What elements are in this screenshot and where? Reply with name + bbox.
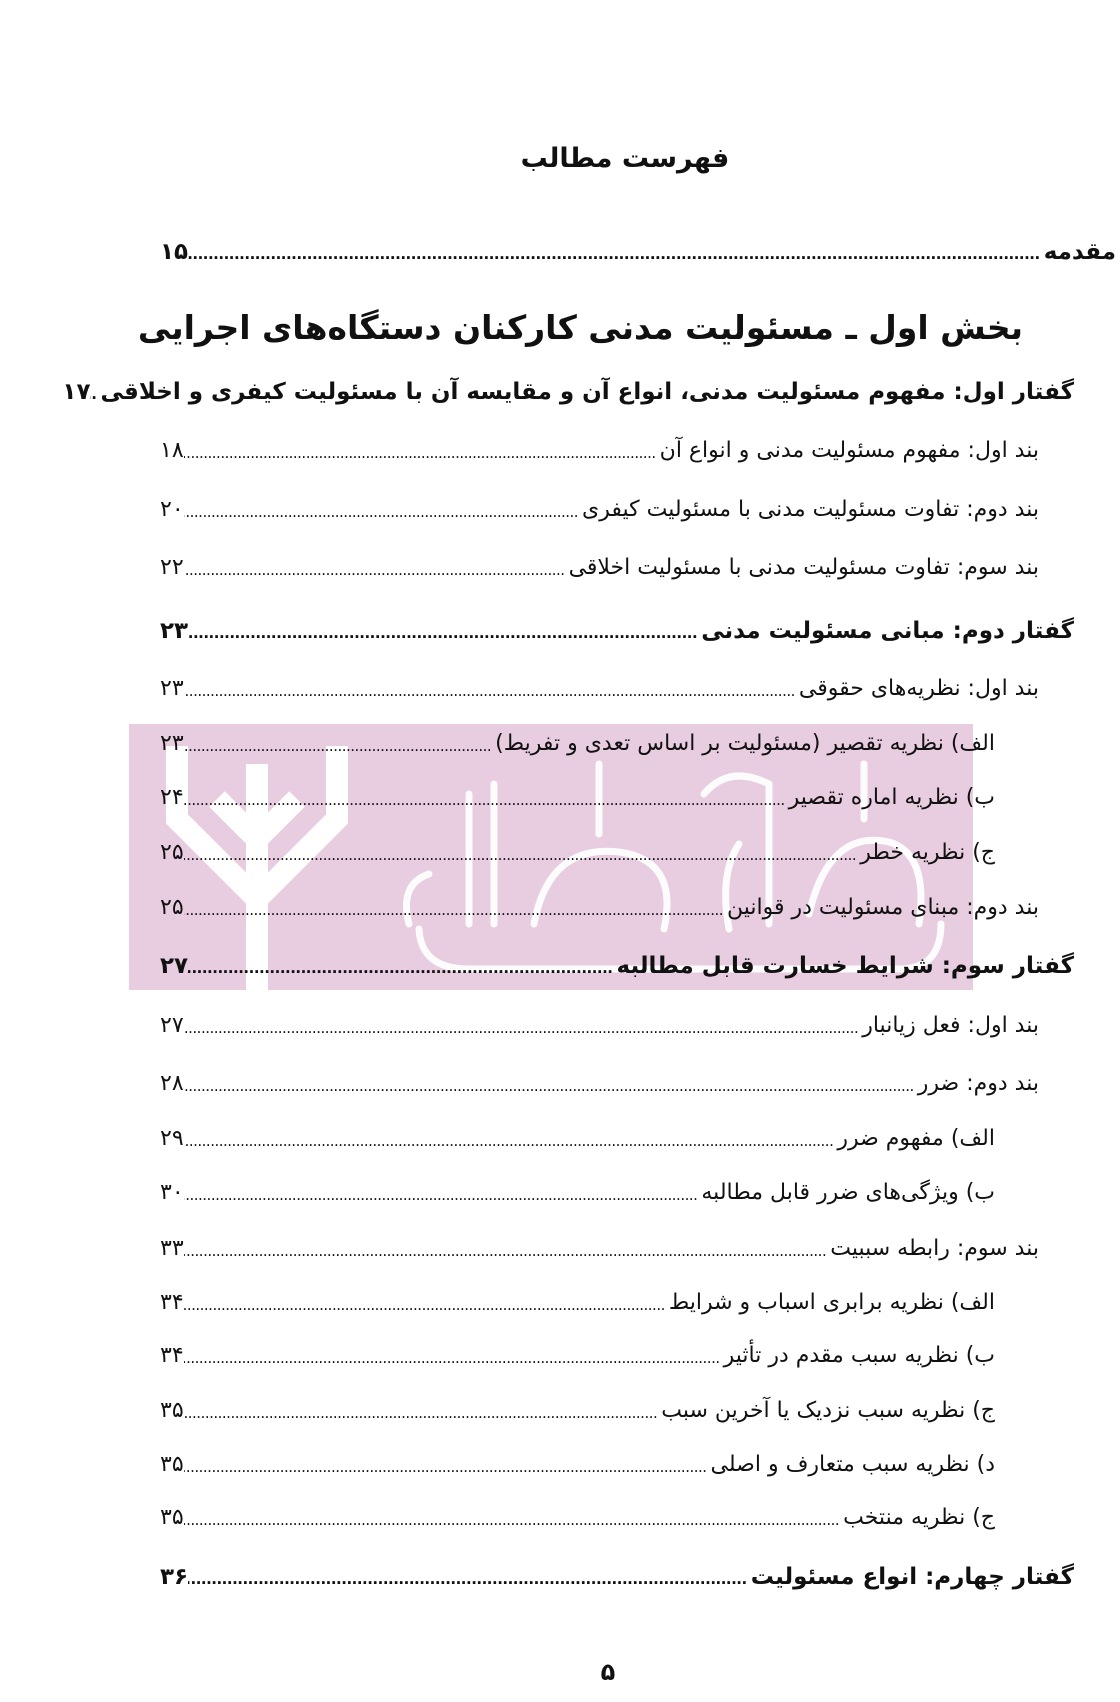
toc-subsection-3-3-d — [160, 1445, 995, 1485]
toc-entry-label: بند اول: مفهوم مسئولیت مدنی و انواع آن — [659, 438, 1039, 463]
toc-entry-label: د) نظریه سبب متعارف و اصلی — [710, 1452, 995, 1477]
toc-entry-page-number: ۲۰ — [160, 497, 184, 522]
dot-leader — [188, 613, 697, 653]
toc-entry-label: الف) نظریه برابری اسباب و شرایط — [668, 1290, 995, 1315]
toc-section-3-2 — [160, 1064, 1039, 1104]
toc-entry-page-number: ۳۴ — [160, 1290, 184, 1315]
part-heading: بخش اول ـ مسئولیت مدنی کارکنان دستگاه‌های اجرایی — [137, 308, 1023, 347]
toc-entry-page-number: ۲۵ — [160, 840, 184, 865]
toc-entry-label: گفتار چهارم: انواع مسئولیت — [750, 1564, 1074, 1590]
toc-chapter-1 — [62, 372, 1074, 412]
toc-subsection-3-3-c — [160, 1391, 995, 1431]
toc-entry-label: ب) ویژگی‌های ضرر قابل مطالبه — [701, 1180, 995, 1205]
dot-leader — [184, 1008, 859, 1048]
toc-entry-page-number: ۲۸ — [160, 1071, 184, 1096]
toc-chapter-4 — [160, 1557, 1074, 1597]
dot-leader — [184, 890, 723, 930]
page-title: فهرست مطالب — [520, 143, 730, 174]
toc-section-3-1 — [160, 1006, 1039, 1046]
toc-entry-intro — [160, 232, 1116, 272]
toc-subsection-3-3-e — [160, 1498, 995, 1538]
toc-entry-page-number: ۲۷ — [160, 953, 189, 979]
toc-entry-label: الف) مفهوم ضرر — [837, 1126, 995, 1151]
toc-entry-page-number: ۲۷ — [160, 1013, 184, 1038]
toc-entry-page-number: ۲۳ — [160, 676, 184, 701]
toc-chapter-2 — [160, 611, 1074, 651]
dot-leader — [184, 550, 565, 590]
toc-section-3-3 — [160, 1229, 1039, 1269]
toc-entry-page-number: ۳۵ — [160, 1505, 184, 1530]
toc-subsection-3-2-a — [160, 1119, 995, 1159]
toc-subsection-2-1-a — [160, 724, 995, 764]
toc-subsection-2-1-c — [160, 833, 995, 873]
toc-entry-page-number: ۳۴ — [160, 1343, 184, 1368]
dot-leader — [184, 780, 785, 820]
dot-leader — [188, 234, 1040, 274]
toc-entry-label: الف) نظریه تقصیر (مسئولیت بر اساس تعدی و تفریط) — [495, 731, 995, 756]
dot-leader — [188, 948, 612, 988]
toc-section-2-1 — [160, 669, 1039, 709]
toc-entry-label: ب) نظریه سبب مقدم در تأثیر — [723, 1343, 995, 1368]
dot-leader — [184, 1175, 698, 1215]
toc-entry-page-number: ۲۵ — [160, 895, 184, 920]
dot-leader — [184, 1338, 720, 1378]
toc-entry-label: بند سوم: تفاوت مسئولیت مدنی با مسئولیت اخلاقی — [568, 555, 1039, 580]
toc-entry-label: بند اول: نظریه‌های حقوقی — [798, 676, 1039, 701]
toc-entry-label: ج) نظریه خطر — [860, 840, 995, 865]
toc-entry-page-number: ۳۵ — [160, 1398, 184, 1423]
toc-entry-label: گفتار دوم: مبانی مسئولیت مدنی — [701, 618, 1074, 644]
toc-entry-label: بند سوم: رابطه سببیت — [830, 1236, 1039, 1261]
toc-entry-page-number: ۳۶ — [160, 1564, 189, 1590]
toc-entry-label: بند دوم: تفاوت مسئولیت مدنی با مسئولیت کیفری — [582, 497, 1039, 522]
toc-entry-label: بند دوم: مبنای مسئولیت در قوانین — [727, 895, 1039, 920]
toc-entry-label: گفتار اول: مفهوم مسئولیت مدنی، انواع آن و مقایسه آن با مسئولیت کیفری و اخلاقی — [100, 379, 1074, 405]
dot-leader — [184, 1447, 707, 1487]
toc-section-1-1 — [160, 431, 1039, 471]
page-number: ۵ — [600, 1658, 616, 1686]
dot-leader — [90, 374, 96, 414]
dot-leader — [184, 835, 857, 875]
toc-entry-page-number: ۲۹ — [160, 1126, 184, 1151]
toc-entry-page-number: ۲۳ — [160, 618, 189, 644]
toc-chapter-3 — [160, 946, 1074, 986]
toc-entry-label: گفتار سوم: شرایط خسارت قابل مطالبه — [616, 953, 1074, 979]
dot-leader — [184, 1121, 834, 1161]
toc-entry-page-number: ۱۷ — [62, 379, 91, 405]
toc-entry-page-number: ۳۳ — [160, 1236, 184, 1261]
toc-entry-label: ج) نظریه سبب نزدیک یا آخرین سبب — [661, 1398, 995, 1423]
toc-entry-label: ب) نظریه اماره تقصیر — [788, 785, 995, 810]
toc-entry-page-number: ۳۰ — [160, 1180, 184, 1205]
dot-leader — [184, 1393, 658, 1433]
toc-entry-label: ج) نظریه منتخب — [843, 1505, 995, 1530]
toc-entry-page-number: ۲۴ — [160, 785, 184, 810]
toc-entry-page-number: ۱۸ — [160, 438, 184, 463]
dot-leader — [188, 1559, 747, 1599]
dot-leader — [184, 1500, 839, 1540]
toc-entry-label: مقدمه — [1043, 239, 1116, 265]
toc-subsection-3-3-b — [160, 1336, 995, 1376]
toc-entry-page-number: ۲۳ — [160, 731, 184, 756]
toc-subsection-3-2-b — [160, 1173, 995, 1213]
toc-entry-label: بند اول: فعل زیانبار — [862, 1013, 1039, 1038]
dot-leader — [184, 492, 578, 532]
dot-leader — [184, 1231, 827, 1271]
toc-section-1-3 — [160, 548, 1039, 588]
toc-entry-page-number: ۳۵ — [160, 1452, 184, 1477]
toc-entry-label: بند دوم: ضرر — [917, 1071, 1039, 1096]
toc-section-1-2 — [160, 490, 1039, 530]
dot-leader — [184, 1285, 665, 1325]
toc-entry-page-number: ۱۵ — [160, 239, 189, 265]
toc-subsection-3-3-a — [160, 1283, 995, 1323]
toc-subsection-2-1-b — [160, 778, 995, 818]
dot-leader — [184, 433, 656, 473]
dot-leader — [184, 1066, 914, 1106]
toc-entry-page-number: ۲۲ — [160, 555, 184, 580]
dot-leader — [184, 726, 491, 766]
toc-section-2-2 — [160, 888, 1039, 928]
dot-leader — [184, 671, 795, 711]
